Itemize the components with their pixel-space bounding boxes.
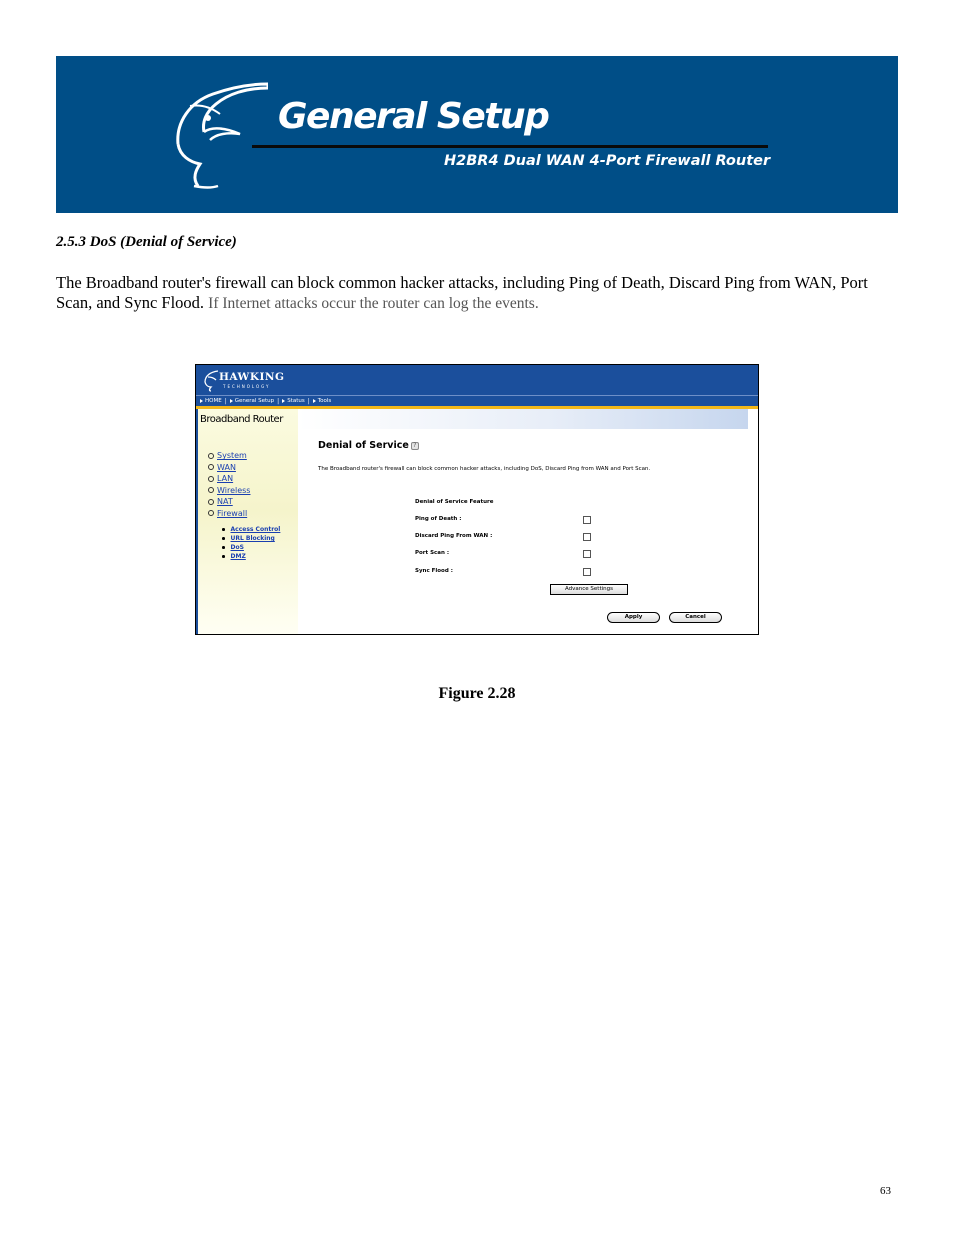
sidebar-item-wireless[interactable]	[208, 485, 250, 497]
dot-bullet-icon	[222, 528, 225, 531]
submenu-item-url-blocking[interactable]	[222, 534, 280, 543]
circle-bullet-icon	[208, 464, 214, 470]
nav-status-label: Status	[287, 398, 305, 404]
sidebar-item-label: WAN	[217, 462, 236, 472]
circle-bullet-icon	[208, 499, 214, 505]
feature-label-sync-flood: Sync Flood :	[415, 568, 453, 574]
figure-caption: Figure 2.28	[438, 685, 516, 702]
sidebar-item-firewall[interactable]	[208, 508, 250, 520]
hawking-logo-tagline: TECHNOLOGY	[223, 384, 271, 389]
circle-bullet-icon	[208, 510, 214, 516]
sidebar-title: Broadband Router	[200, 414, 283, 425]
dos-description: The Broadband router's firewall can block common hacker attacks, including DoS, Discard Ping from WAN and Port Scan.	[318, 466, 651, 472]
nav-arrow-icon	[282, 399, 285, 403]
sidebar-item-label: Wireless	[217, 485, 251, 495]
nav-general-setup[interactable]	[230, 398, 274, 404]
router-header	[196, 365, 758, 395]
submenu-item-label: URL Blocking	[230, 535, 275, 542]
hawking-logo	[202, 368, 292, 392]
nav-home[interactable]	[200, 398, 222, 404]
feature-label-ping-of-death: Ping of Death :	[415, 516, 462, 522]
discard-ping-checkbox[interactable]	[583, 533, 591, 541]
router-screenshot	[195, 364, 759, 635]
ping-of-death-checkbox[interactable]	[583, 516, 591, 524]
help-icon[interactable]: ?	[411, 442, 419, 450]
body-paragraph-main: The Broadband router's firewall can block common hacker attacks, including Ping of Death, Discard Ping from WAN, Port Scan, and Sync Flood.	[56, 273, 868, 312]
hawk-icon	[202, 368, 220, 392]
nav-status[interactable]	[282, 398, 305, 404]
nav-tools-label: Tools	[317, 398, 332, 404]
circle-bullet-icon	[208, 453, 214, 459]
sidebar-item-nat[interactable]	[208, 496, 250, 508]
sync-flood-checkbox[interactable]	[583, 568, 591, 576]
port-scan-checkbox[interactable]	[583, 550, 591, 558]
nav-separator: |	[224, 397, 227, 405]
circle-bullet-icon	[208, 487, 214, 493]
sidebar-item-label: Firewall	[217, 508, 248, 518]
eagle-logo-icon	[168, 74, 268, 192]
sidebar-submenu	[222, 525, 280, 561]
apply-button[interactable]: Apply	[607, 612, 660, 623]
advance-settings-button[interactable]: Advance Settings	[550, 584, 628, 595]
submenu-item-label: DoS	[230, 544, 244, 551]
title-gradient-bar	[298, 409, 748, 429]
page-banner	[56, 56, 898, 213]
sidebar-item-system[interactable]	[208, 450, 250, 462]
sidebar-item-wan[interactable]	[208, 462, 250, 474]
router-nav	[196, 395, 758, 406]
nav-general-setup-label: General Setup	[234, 398, 275, 404]
sidebar-item-label: NAT	[217, 497, 233, 507]
sidebar-item-label: LAN	[217, 474, 234, 484]
nav-separator: |	[307, 397, 310, 405]
feature-header: Denial of Service Feature	[415, 499, 494, 505]
hawking-logo-name: HAWKING	[219, 371, 285, 383]
nav-tools[interactable]	[313, 398, 332, 404]
dos-page-title-text: Denial of Service	[318, 440, 409, 451]
banner-title: General Setup	[278, 96, 549, 137]
nav-separator: |	[277, 397, 280, 405]
submenu-item-access-control[interactable]	[222, 525, 280, 534]
feature-label-discard-ping: Discard Ping From WAN :	[415, 533, 493, 539]
nav-arrow-icon	[230, 399, 233, 403]
banner-subtitle: H2BR4 Dual WAN 4-Port Firewall Router	[444, 153, 771, 169]
nav-home-label: HOME	[205, 398, 222, 404]
submenu-item-label: Access Control	[230, 526, 281, 533]
nav-arrow-icon	[200, 399, 203, 403]
dot-bullet-icon	[222, 537, 225, 540]
dot-bullet-icon	[222, 546, 225, 549]
page-number: 63	[880, 1185, 891, 1197]
sidebar-menu	[208, 450, 250, 519]
circle-bullet-icon	[208, 476, 214, 482]
submenu-item-dmz[interactable]	[222, 552, 280, 561]
banner-divider	[252, 145, 768, 148]
dot-bullet-icon	[222, 555, 225, 558]
cancel-button[interactable]: Cancel	[669, 612, 722, 623]
body-paragraph	[56, 273, 898, 314]
sidebar-item-lan[interactable]	[208, 473, 250, 485]
submenu-item-dos[interactable]	[222, 543, 280, 552]
feature-label-port-scan: Port Scan :	[415, 550, 450, 556]
router-sidebar	[198, 409, 298, 635]
sidebar-item-label: System	[217, 451, 247, 461]
submenu-item-label: DMZ	[230, 553, 246, 560]
body-paragraph-soft: If Internet attacks occur the router can log the events.	[208, 295, 539, 312]
dos-page-title	[318, 440, 419, 451]
nav-arrow-icon	[313, 399, 316, 403]
section-heading: 2.5.3 DoS (Denial of Service)	[56, 234, 237, 250]
